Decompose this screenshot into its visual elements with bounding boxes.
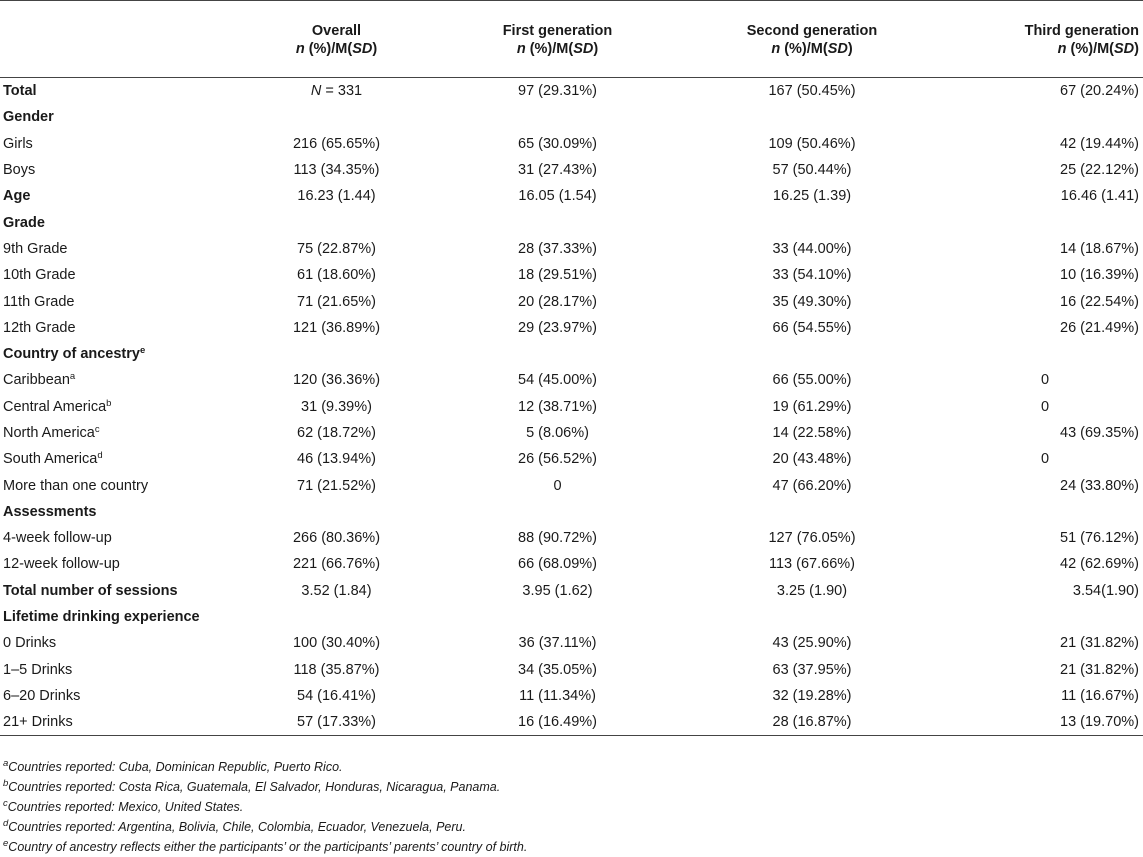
cell-second: 35 (49.30%) [772,293,852,310]
cell-first: 34 (35.05%) [518,661,597,678]
cell-overall: 61 (18.60%) [297,267,376,284]
row-label: Total number of sessions [3,582,178,599]
cell-third: 0 [1040,451,1050,468]
cell-third: 42 (62.69%) [1060,556,1139,573]
cell-second: 20 (43.48%) [772,451,852,468]
table-row [0,394,1143,420]
cell-third: 0 [1040,398,1050,415]
cell-first: 88 (90.72%) [518,530,597,547]
row-label: Age [3,188,31,205]
cell-third: 16 (22.54%) [1060,293,1139,310]
cell-third: 13 (19.70%) [947,709,1143,736]
cell-second: 47 (66.20%) [772,477,852,494]
table-row [0,709,1143,736]
row-label: 11th Grade [3,293,75,310]
cell-overall: 16.23 (1.44) [297,188,376,205]
cell-overall: 216 (65.65%) [292,135,381,152]
table-row [0,472,1143,498]
table-footnotes [3,757,527,857]
cell-first: 66 (68.09%) [518,556,597,573]
row-label: 0 Drinks [3,635,57,652]
col-header-third-gen: Third generation [947,1,1143,41]
cell-first: 18 (29.51%) [518,267,597,284]
section-row-assessments [0,499,1143,525]
cell-overall: 113 (34.35%) [293,162,380,179]
row-label: 1–5 Drinks [3,661,73,678]
row-label: More than one country [3,477,149,494]
cell-first: 29 (23.97%) [518,319,597,336]
col-header-second-gen: Second generation [677,1,947,41]
section-label: Grade [3,214,45,231]
table-row [0,630,1143,656]
row-label: Total [3,83,37,100]
cell-third: 3.54(1.90) [1072,582,1139,599]
cell-overall: 221 (66.76%) [292,556,381,573]
cell-first: 26 (56.52%) [518,451,597,468]
footnote-marker: a [69,371,76,383]
cell-overall: N = 331 [310,83,363,100]
col-subheader: n (%)/M(SD) [947,40,1143,78]
section-row-drinking [0,604,1143,630]
table-row [0,683,1143,709]
cell-overall: 75 (22.87%) [297,240,376,257]
col-header-overall: Overall [235,1,438,41]
cell-first: 16.05 (1.54) [518,188,597,205]
cell-overall: 120 (36.36%) [292,372,381,389]
cell-third: 42 (19.44%) [1060,135,1139,152]
cell-third: 51 (76.12%) [1060,530,1139,547]
cell-third: 24 (33.80%) [1060,477,1139,494]
cell-third: 25 (22.12%) [1060,162,1139,179]
subheader-row [0,40,1143,78]
section-label: Gender [3,109,54,126]
cell-third: 67 (20.24%) [1060,83,1139,100]
footnote: $^a$Countries reported: Cuba, Dominican Republic, Puerto Rico. [3,758,343,774]
section-label: Assessments [3,503,97,520]
cell-third: 14 (18.67%) [1060,240,1139,257]
cell-second: 167 (50.45%) [768,83,856,100]
footnote-marker: c [94,424,100,435]
cell-first: 54 (45.00%) [518,372,597,389]
cell-second: 14 (22.58%) [772,425,852,441]
cell-first: 16 (16.49%) [438,709,677,736]
cell-third: 10 (16.39%) [1060,267,1139,284]
table-row-total [0,78,1143,105]
cell-second: 28 (16.87%) [677,709,947,736]
row-label: Boys [3,162,36,179]
table-row [0,183,1143,209]
cell-overall: 62 (18.72%) [297,425,376,441]
cell-third: 16.46 (1.41) [1060,188,1139,205]
section-row-grade [0,209,1143,235]
cell-first: 65 (30.09%) [518,135,597,152]
cell-overall: 71 (21.65%) [297,293,376,310]
row-label: 4-week follow-up [3,530,112,547]
cell-second: 109 (50.46%) [768,135,856,152]
table-row [0,551,1143,577]
table-row [0,420,1143,446]
table-row [0,288,1143,314]
cell-first: 36 (37.11%) [518,635,597,652]
row-label: 12th Grade [3,319,76,336]
table-row [0,525,1143,551]
cell-first: 3.95 (1.62) [522,582,593,599]
footnote: $^b$Countries reported: Costa Rica, Guatemala, El Salvador, Honduras, Nicaragua, Panama. [3,778,501,794]
footnote: $^d$Countries reported: Argentina, Bolivia, Chile, Colombia, Ecuador, Venezuela, Peru. [3,818,466,834]
header-row [0,1,1143,41]
row-label: 9th Grade [3,240,68,257]
section-label: Lifetime drinking experience [3,609,200,626]
cell-first: 97 (29.31%) [518,83,597,100]
table-row [0,657,1143,683]
cell-third: 43 (69.35%) [1060,425,1139,441]
table-row [0,236,1143,262]
cell-second: 33 (54.10%) [772,267,852,284]
cell-second: 19 (61.29%) [772,398,852,415]
cell-third: 0 [1040,372,1050,389]
table-row [0,367,1143,393]
row-label: South America$^d$ [3,450,103,468]
cell-first: 28 (37.33%) [518,240,597,257]
footnote-marker: e [139,345,146,357]
row-label: 10th Grade [3,267,76,284]
row-label: 21+ Drinks [0,709,235,736]
cell-first: 11 (11.34%) [519,687,596,704]
cell-first: 12 (38.71%) [518,398,597,415]
row-label: Central America$^b$ [3,397,112,415]
col-subheader: n (%)/M(SD) [677,40,947,78]
cell-overall: 54 (16.41%) [297,687,376,704]
cell-second: 16.25 (1.39) [772,188,852,205]
table-row [0,315,1143,341]
header-corner [0,1,235,41]
row-label: 12-week follow-up [3,556,120,573]
cell-second: 66 (55.00%) [772,372,852,389]
table-row [0,446,1143,472]
cell-third: 21 (31.82%) [1060,661,1139,678]
col-header-first-gen: First generation [438,1,677,41]
cell-overall: 266 (80.36%) [292,530,381,547]
row-label: 6–20 Drinks [3,687,81,704]
cell-second: 33 (44.00%) [772,240,852,257]
subheader-corner [0,40,235,78]
cell-second: 3.25 (1.90) [776,582,848,599]
footnote-marker: b [106,397,112,409]
cell-overall: 3.52 (1.84) [301,582,372,599]
footnote-marker: d [97,450,103,462]
cell-first: 5 (8.06%) [526,425,589,441]
section-label: Country of ancestry$^e$ [3,345,146,363]
cell-overall: 100 (30.40%) [292,635,381,652]
cell-second: 43 (25.90%) [772,635,852,652]
cell-first: 0 [553,477,562,494]
section-row-ancestry [0,341,1143,367]
cell-second: 63 (37.95%) [772,661,852,678]
cell-second: 32 (19.28%) [772,687,852,704]
cell-overall: 71 (21.52%) [297,477,376,494]
cell-second: 113 (67.66%) [769,556,855,573]
cell-third: 11 (16.67%) [1061,687,1139,704]
cell-overall: 118 (35.87%) [293,661,380,678]
footnote: $^e$Country of ancestry reflects either the participants’ or the participants’ parents’ country of birth. [3,838,528,854]
cell-third: 21 (31.82%) [1060,635,1139,652]
cell-overall: 57 (17.33%) [235,709,438,736]
cell-overall: 31 (9.39%) [301,398,372,415]
row-label: Girls [3,135,33,152]
cell-third: 26 (21.49%) [1060,319,1139,336]
row-label: Caribbean$^a$ [3,371,76,389]
col-subheader: n (%)/M(SD) [438,40,677,78]
table-row [0,262,1143,288]
cell-first: 31 (27.43%) [518,162,597,179]
cell-second: 66 (54.55%) [772,319,852,336]
table-row [0,578,1143,604]
section-row-gender [0,104,1143,130]
table-row [0,157,1143,183]
cell-first: 20 (28.17%) [518,293,597,310]
cell-second: 127 (76.05%) [768,530,856,547]
cell-second: 57 (50.44%) [772,162,852,179]
footnote: $^c$Countries reported: Mexico, United States. [3,798,244,814]
cell-overall: 121 (36.89%) [292,319,381,336]
table-row [0,131,1143,157]
row-label: North America$^c$ [3,424,100,441]
col-subheader: n (%)/M(SD) [235,40,438,78]
cell-overall: 46 (13.94%) [297,451,376,468]
